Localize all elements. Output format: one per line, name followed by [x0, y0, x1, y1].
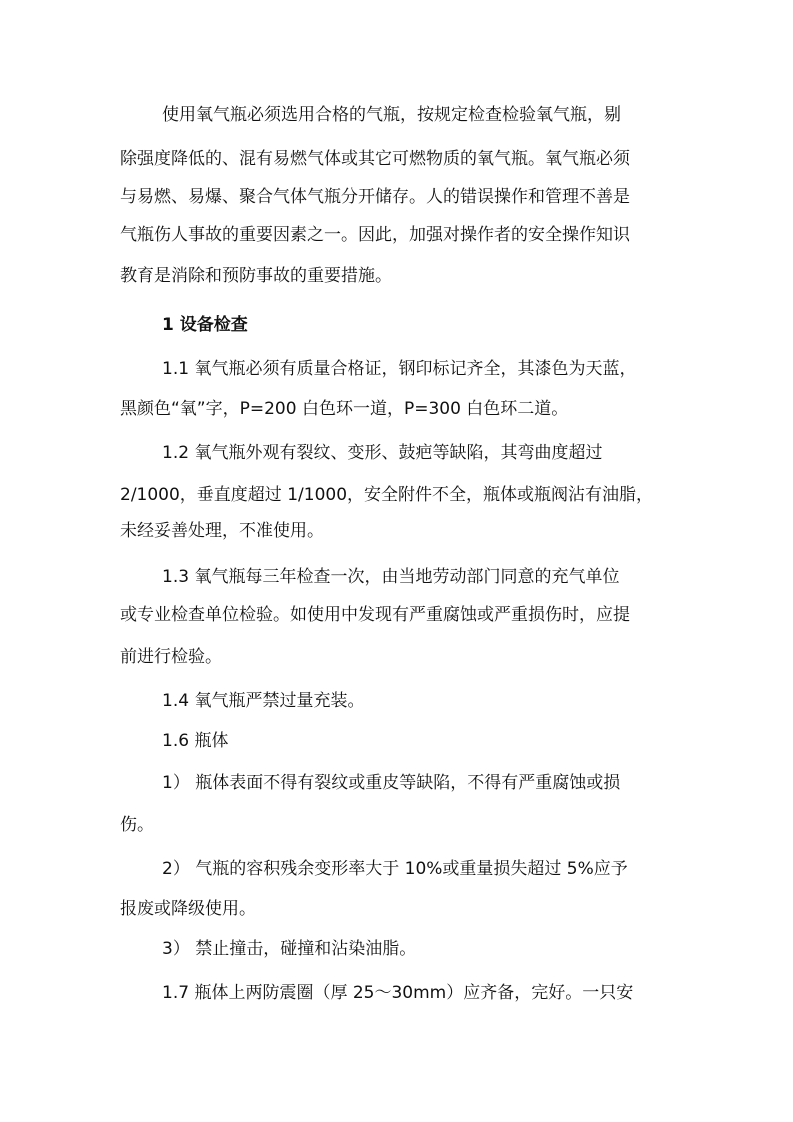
subitem-1-line-2: 伤。 [120, 815, 154, 835]
item-1-3-line-3: 前进行检验。 [120, 647, 222, 667]
item-1-3-line-1: 1.3 氧气瓶每三年检查一次，由当地劳动部门同意的充气单位 [162, 567, 620, 587]
subitem-2-line-1: 2） 气瓶的容积残余变形率大于 10%或重量损失超过 5%应予 [162, 859, 628, 879]
intro-paragraph-line-1: 使用氧气瓶必须选用合格的气瓶，按规定检查检验氧气瓶，剔 [162, 105, 621, 125]
intro-paragraph-line-3: 与易燃、易爆、聚合气体气瓶分开储存。人的错误操作和管理不善是 [120, 187, 630, 207]
item-1-3-line-2: 或专业检查单位检验。如使用中发现有严重腐蚀或严重损伤时，应提 [120, 605, 630, 625]
section-heading-equipment-check: 1 设备检查 [162, 315, 248, 335]
item-1-2-line-1: 1.2 氧气瓶外观有裂纹、变形、鼓疤等缺陷，其弯曲度超过 [162, 443, 603, 463]
subitem-2-line-2: 报废或降级使用。 [120, 899, 256, 919]
intro-paragraph-line-2: 除强度降低的、混有易燃气体或其它可燃物质的氧气瓶。氧气瓶必须 [120, 149, 630, 169]
item-1-6-heading: 1.6 瓶体 [162, 731, 229, 751]
item-1-1-line-1: 1.1 氧气瓶必须有质量合格证，钢印标记齐全，其漆色为天蓝， [162, 359, 637, 379]
item-1-2-line-2: 2/1000，垂直度超过 1/1000，安全附件不全，瓶体或瓶阀沾有油脂， [120, 485, 654, 505]
subitem-3: 3） 禁止撞击，碰撞和沾染油脂。 [162, 939, 417, 959]
item-1-2-line-3: 未经妥善处理，不准使用。 [120, 521, 324, 541]
intro-paragraph-line-5: 教育是消除和预防事故的重要措施。 [120, 266, 392, 286]
item-1-7-line-1: 1.7 瓶体上两防震圈（厚 25～30mm）应齐备，完好。一只安 [162, 983, 634, 1003]
item-1-1-line-2: 黑颜色“氧”字，P=200 白色环一道，P=300 白色环二道。 [120, 399, 569, 419]
intro-paragraph-line-4: 气瓶伤人事故的重要因素之一。因此，加强对操作者的安全操作知识 [120, 225, 630, 245]
subitem-1-line-1: 1） 瓶体表面不得有裂纹或重皮等缺陷，不得有严重腐蚀或损 [162, 773, 621, 793]
item-1-4: 1.4 氧气瓶严禁过量充装。 [162, 691, 365, 711]
